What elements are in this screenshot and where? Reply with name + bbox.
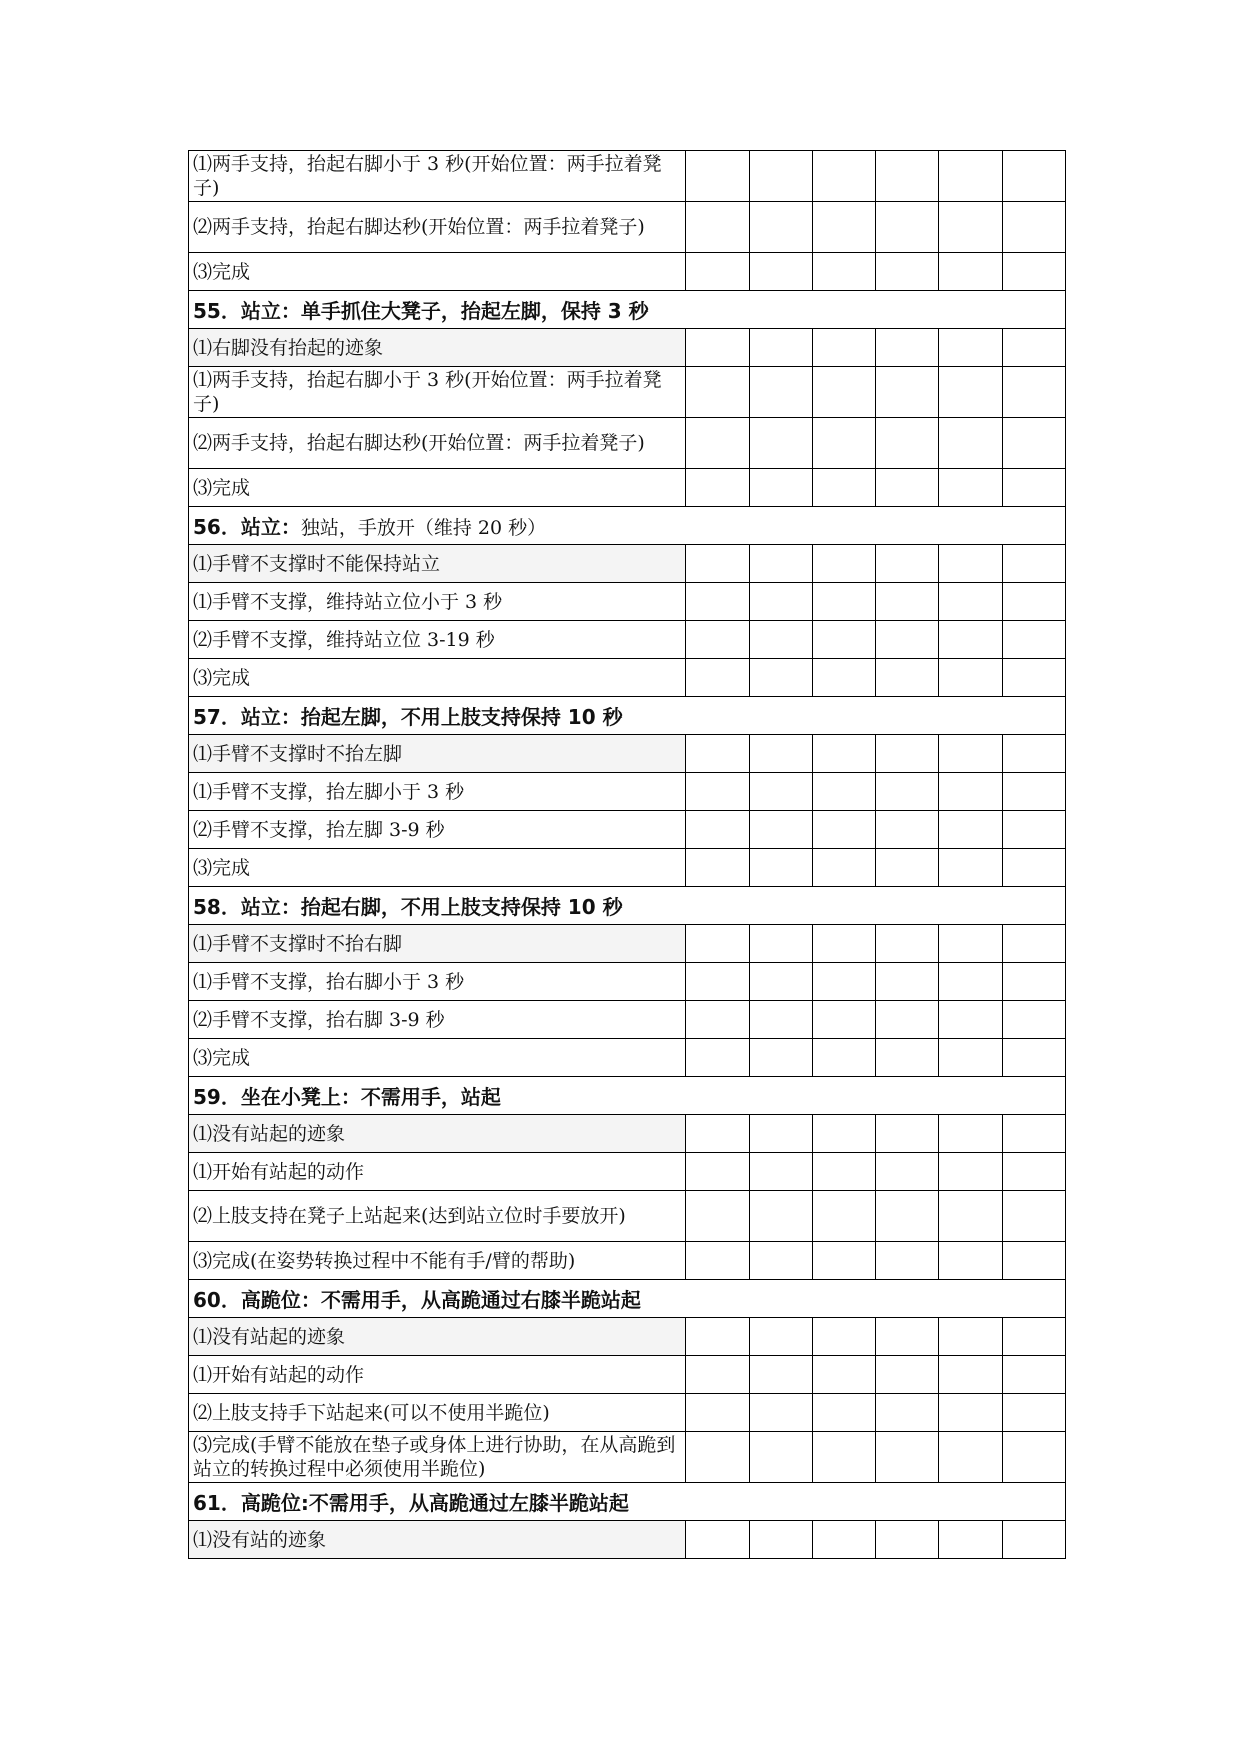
score-cell[interactable] [812, 1521, 875, 1559]
score-cell[interactable] [749, 621, 812, 659]
score-cell[interactable] [876, 735, 939, 773]
score-cell[interactable] [812, 1001, 875, 1039]
score-cell[interactable] [812, 1115, 875, 1153]
score-cell[interactable] [686, 1001, 749, 1039]
score-cell[interactable] [876, 1394, 939, 1432]
score-cell[interactable] [876, 963, 939, 1001]
score-cell[interactable] [1002, 659, 1065, 697]
score-cell[interactable] [812, 1432, 875, 1483]
score-cell[interactable] [749, 1039, 812, 1077]
score-cell[interactable] [749, 1356, 812, 1394]
item-label: ⑶完成(手臂不能放在垫子或身体上进行协助，在从高跪到站立的转换过程中必须使用半跪位) [189, 1432, 686, 1483]
item-row [189, 1153, 1066, 1191]
score-cell[interactable] [812, 418, 875, 469]
score-cell[interactable] [812, 1394, 875, 1432]
section-header-row [189, 1280, 1066, 1318]
score-cell[interactable] [749, 925, 812, 963]
section-title-detail: 独站，手放开（维持 20 秒） [300, 517, 547, 539]
item-row [189, 1001, 1066, 1039]
item-row [189, 773, 1066, 811]
score-cell[interactable] [1002, 1153, 1065, 1191]
score-cell[interactable] [749, 735, 812, 773]
score-cell[interactable] [749, 253, 812, 291]
score-cell[interactable] [686, 1356, 749, 1394]
score-cell[interactable] [939, 1521, 1002, 1559]
score-cell[interactable] [1002, 849, 1065, 887]
item-label: ⑴没有站起的迹象 [189, 1115, 686, 1153]
item-label: ⑶完成 [189, 469, 686, 507]
score-cell[interactable] [1002, 1191, 1065, 1242]
score-cell[interactable] [876, 925, 939, 963]
score-cell[interactable] [876, 151, 939, 202]
score-cell[interactable] [686, 545, 749, 583]
score-cell[interactable] [812, 963, 875, 1001]
item-row [189, 659, 1066, 697]
score-cell[interactable] [749, 1521, 812, 1559]
score-cell[interactable] [812, 253, 875, 291]
item-label: ⑴两手支持，抬起右脚小于 3 秒(开始位置：两手拉着凳子) [189, 367, 686, 418]
score-cell[interactable] [749, 329, 812, 367]
score-cell[interactable] [749, 1001, 812, 1039]
score-cell[interactable] [876, 1521, 939, 1559]
score-cell[interactable] [1002, 773, 1065, 811]
assessment-table [188, 150, 1066, 1559]
score-cell[interactable] [876, 545, 939, 583]
score-cell[interactable] [686, 811, 749, 849]
score-cell[interactable] [812, 659, 875, 697]
score-cell[interactable] [876, 811, 939, 849]
item-label: ⑴手臂不支撑，抬左脚小于 3 秒 [189, 773, 686, 811]
item-row [189, 253, 1066, 291]
score-cell[interactable] [876, 253, 939, 291]
item-row [189, 1521, 1066, 1559]
score-cell[interactable] [939, 1318, 1002, 1356]
score-cell[interactable] [686, 583, 749, 621]
item-label: ⑴手臂不支撑时不抬左脚 [189, 735, 686, 773]
section-title: 61．高跪位:不需用手，从高跪通过左膝半跪站起 [193, 1491, 629, 1515]
item-row [189, 583, 1066, 621]
score-cell[interactable] [1002, 1318, 1065, 1356]
score-cell[interactable] [939, 1153, 1002, 1191]
score-cell[interactable] [686, 659, 749, 697]
score-cell[interactable] [686, 1521, 749, 1559]
score-cell[interactable] [749, 418, 812, 469]
item-row [189, 1356, 1066, 1394]
item-row [189, 621, 1066, 659]
score-cell[interactable] [812, 1242, 875, 1280]
score-cell[interactable] [686, 1153, 749, 1191]
score-cell[interactable] [749, 773, 812, 811]
score-cell[interactable] [939, 1039, 1002, 1077]
score-cell[interactable] [686, 202, 749, 253]
score-cell[interactable] [1002, 583, 1065, 621]
section-title: 59．坐在小凳上：不需用手，站起 [193, 1085, 501, 1109]
score-cell[interactable] [1002, 811, 1065, 849]
score-cell[interactable] [749, 1153, 812, 1191]
item-label: ⑵手臂不支撑，抬左脚 3-9 秒 [189, 811, 686, 849]
section-header-row [189, 887, 1066, 925]
score-cell[interactable] [749, 583, 812, 621]
score-cell[interactable] [1002, 735, 1065, 773]
score-cell[interactable] [749, 367, 812, 418]
score-cell[interactable] [1002, 253, 1065, 291]
score-cell[interactable] [812, 735, 875, 773]
item-row [189, 925, 1066, 963]
item-label: ⑶完成 [189, 659, 686, 697]
score-cell[interactable] [812, 367, 875, 418]
score-cell[interactable] [939, 659, 1002, 697]
section-title-cell [189, 291, 1066, 329]
score-cell[interactable] [686, 735, 749, 773]
item-label: ⑵两手支持，抬起右脚达秒(开始位置：两手拉着凳子) [189, 418, 686, 469]
item-row [189, 1318, 1066, 1356]
item-label: ⑵上肢支持手下站起来(可以不使用半跪位) [189, 1394, 686, 1432]
score-cell[interactable] [939, 1191, 1002, 1242]
score-cell[interactable] [876, 1242, 939, 1280]
score-cell[interactable] [939, 151, 1002, 202]
item-row [189, 545, 1066, 583]
score-cell[interactable] [876, 1432, 939, 1483]
item-row [189, 1191, 1066, 1242]
score-cell[interactable] [939, 963, 1002, 1001]
score-cell[interactable] [686, 1242, 749, 1280]
score-cell[interactable] [939, 545, 1002, 583]
item-label: ⑶完成 [189, 849, 686, 887]
score-cell[interactable] [939, 1432, 1002, 1483]
score-cell[interactable] [1002, 329, 1065, 367]
item-label: ⑵两手支持，抬起右脚达秒(开始位置：两手拉着凳子) [189, 202, 686, 253]
score-cell[interactable] [939, 1394, 1002, 1432]
score-cell[interactable] [876, 1115, 939, 1153]
score-cell[interactable] [686, 1432, 749, 1483]
score-cell[interactable] [939, 621, 1002, 659]
score-cell[interactable] [686, 1115, 749, 1153]
score-cell[interactable] [1002, 151, 1065, 202]
section-title-cell [189, 887, 1066, 925]
item-row [189, 367, 1066, 418]
item-label: ⑵上肢支持在凳子上站起来(达到站立位时手要放开) [189, 1191, 686, 1242]
score-cell[interactable] [686, 1191, 749, 1242]
score-cell[interactable] [939, 418, 1002, 469]
score-cell[interactable] [876, 621, 939, 659]
score-cell[interactable] [812, 811, 875, 849]
item-row [189, 202, 1066, 253]
score-cell[interactable] [939, 367, 1002, 418]
score-cell[interactable] [749, 659, 812, 697]
section-title: 58．站立：抬起右脚，不用上肢支持保持 10 秒 [193, 895, 623, 919]
score-cell[interactable] [812, 202, 875, 253]
item-row [189, 963, 1066, 1001]
item-row [189, 469, 1066, 507]
score-cell[interactable] [939, 1242, 1002, 1280]
score-cell[interactable] [876, 773, 939, 811]
score-cell[interactable] [812, 1318, 875, 1356]
item-label: ⑶完成 [189, 1039, 686, 1077]
score-cell[interactable] [686, 1318, 749, 1356]
score-cell[interactable] [812, 583, 875, 621]
score-cell[interactable] [1002, 925, 1065, 963]
item-row [189, 329, 1066, 367]
score-cell[interactable] [812, 469, 875, 507]
item-row [189, 1115, 1066, 1153]
score-cell[interactable] [686, 469, 749, 507]
score-cell[interactable] [812, 545, 875, 583]
score-cell[interactable] [876, 367, 939, 418]
score-cell[interactable] [686, 621, 749, 659]
item-label: ⑴手臂不支撑，维持站立位小于 3 秒 [189, 583, 686, 621]
item-label: ⑴手臂不支撑时不抬右脚 [189, 925, 686, 963]
score-cell[interactable] [749, 1191, 812, 1242]
score-cell[interactable] [1002, 367, 1065, 418]
score-cell[interactable] [686, 1394, 749, 1432]
section-title: 57．站立：抬起左脚，不用上肢支持保持 10 秒 [193, 705, 623, 729]
item-label: ⑴开始有站起的动作 [189, 1153, 686, 1191]
score-cell[interactable] [749, 545, 812, 583]
section-title: 56．站立： [193, 515, 301, 539]
score-cell[interactable] [939, 849, 1002, 887]
score-cell[interactable] [876, 1039, 939, 1077]
score-cell[interactable] [876, 202, 939, 253]
score-cell[interactable] [1002, 1432, 1065, 1483]
score-cell[interactable] [812, 151, 875, 202]
score-cell[interactable] [686, 849, 749, 887]
score-cell[interactable] [749, 1432, 812, 1483]
score-cell[interactable] [812, 1191, 875, 1242]
score-cell[interactable] [686, 773, 749, 811]
score-cell[interactable] [812, 849, 875, 887]
section-title-cell [189, 697, 1066, 735]
section-header-row [189, 291, 1066, 329]
score-cell[interactable] [749, 1242, 812, 1280]
item-row [189, 1242, 1066, 1280]
score-cell[interactable] [749, 151, 812, 202]
item-row [189, 811, 1066, 849]
score-cell[interactable] [876, 418, 939, 469]
score-cell[interactable] [1002, 1394, 1065, 1432]
score-cell[interactable] [749, 469, 812, 507]
score-cell[interactable] [939, 735, 1002, 773]
score-cell[interactable] [876, 1318, 939, 1356]
section-title-cell [189, 507, 1066, 545]
section-title-cell [189, 1483, 1066, 1521]
item-label: ⑴开始有站起的动作 [189, 1356, 686, 1394]
item-row [189, 1394, 1066, 1432]
item-row [189, 418, 1066, 469]
score-cell[interactable] [939, 1115, 1002, 1153]
score-cell[interactable] [686, 367, 749, 418]
score-cell[interactable] [939, 469, 1002, 507]
score-cell[interactable] [1002, 418, 1065, 469]
item-label: ⑶完成(在姿势转换过程中不能有手/臂的帮助) [189, 1242, 686, 1280]
section-title-cell [189, 1077, 1066, 1115]
score-cell[interactable] [749, 1318, 812, 1356]
section-header-row [189, 697, 1066, 735]
assessment-table-body [189, 151, 1066, 1559]
item-row [189, 735, 1066, 773]
item-row [189, 1039, 1066, 1077]
item-label: ⑴右脚没有抬起的迹象 [189, 329, 686, 367]
score-cell[interactable] [939, 811, 1002, 849]
score-cell[interactable] [939, 1001, 1002, 1039]
score-cell[interactable] [812, 621, 875, 659]
score-cell[interactable] [686, 151, 749, 202]
score-cell[interactable] [876, 329, 939, 367]
score-cell[interactable] [812, 773, 875, 811]
score-cell[interactable] [686, 329, 749, 367]
score-cell[interactable] [749, 963, 812, 1001]
item-row [189, 151, 1066, 202]
score-cell[interactable] [1002, 1001, 1065, 1039]
section-title: 60．高跪位：不需用手，从高跪通过右膝半跪站起 [193, 1288, 641, 1312]
score-cell[interactable] [812, 329, 875, 367]
score-cell[interactable] [876, 659, 939, 697]
score-cell[interactable] [812, 1039, 875, 1077]
section-title: 55．站立：单手抓住大凳子，抬起左脚，保持 3 秒 [193, 299, 649, 323]
score-cell[interactable] [1002, 545, 1065, 583]
score-cell[interactable] [1002, 202, 1065, 253]
item-label: ⑵手臂不支撑，维持站立位 3-19 秒 [189, 621, 686, 659]
section-title-cell [189, 1280, 1066, 1318]
section-header-row [189, 1483, 1066, 1521]
item-row [189, 1432, 1066, 1483]
score-cell[interactable] [939, 253, 1002, 291]
score-cell[interactable] [686, 963, 749, 1001]
score-cell[interactable] [939, 583, 1002, 621]
score-cell[interactable] [686, 925, 749, 963]
score-cell[interactable] [749, 811, 812, 849]
score-cell[interactable] [1002, 1039, 1065, 1077]
score-cell[interactable] [876, 583, 939, 621]
score-cell[interactable] [749, 202, 812, 253]
score-cell[interactable] [939, 773, 1002, 811]
item-row [189, 849, 1066, 887]
score-cell[interactable] [812, 925, 875, 963]
score-cell[interactable] [749, 849, 812, 887]
score-cell[interactable] [1002, 1356, 1065, 1394]
score-cell[interactable] [1002, 621, 1065, 659]
score-cell[interactable] [686, 418, 749, 469]
score-cell[interactable] [749, 1394, 812, 1432]
score-cell[interactable] [876, 849, 939, 887]
item-label: ⑶完成 [189, 253, 686, 291]
score-cell[interactable] [876, 469, 939, 507]
item-label: ⑴没有站的迹象 [189, 1521, 686, 1559]
score-cell[interactable] [812, 1153, 875, 1191]
item-label: ⑴两手支持，抬起右脚小于 3 秒(开始位置：两手拉着凳子) [189, 151, 686, 202]
section-header-row [189, 1077, 1066, 1115]
score-cell[interactable] [939, 202, 1002, 253]
score-cell[interactable] [939, 925, 1002, 963]
score-cell[interactable] [876, 1153, 939, 1191]
score-cell[interactable] [1002, 469, 1065, 507]
score-cell[interactable] [876, 1191, 939, 1242]
item-label: ⑵手臂不支撑，抬右脚 3-9 秒 [189, 1001, 686, 1039]
score-cell[interactable] [1002, 1115, 1065, 1153]
score-cell[interactable] [1002, 1521, 1065, 1559]
score-cell[interactable] [1002, 963, 1065, 1001]
item-label: ⑴没有站起的迹象 [189, 1318, 686, 1356]
score-cell[interactable] [876, 1356, 939, 1394]
section-header-row [189, 507, 1066, 545]
score-cell[interactable] [686, 1039, 749, 1077]
score-cell[interactable] [876, 1001, 939, 1039]
score-cell[interactable] [939, 329, 1002, 367]
item-label: ⑴手臂不支撑，抬右脚小于 3 秒 [189, 963, 686, 1001]
score-cell[interactable] [686, 253, 749, 291]
score-cell[interactable] [812, 1356, 875, 1394]
score-cell[interactable] [749, 1115, 812, 1153]
item-label: ⑴手臂不支撑时不能保持站立 [189, 545, 686, 583]
score-cell[interactable] [939, 1356, 1002, 1394]
score-cell[interactable] [1002, 1242, 1065, 1280]
